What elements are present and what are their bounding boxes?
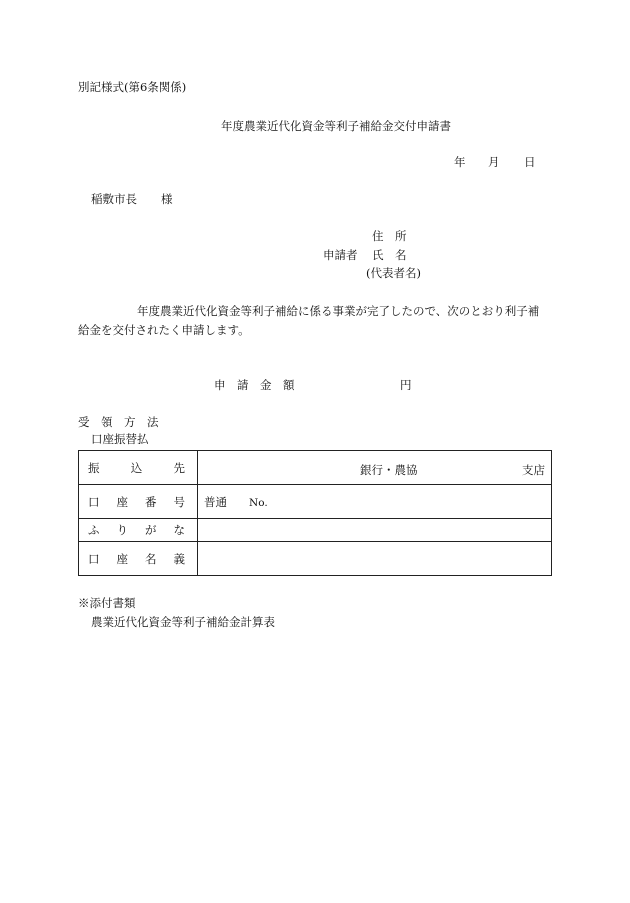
account-number-cell[interactable] — [198, 485, 552, 519]
furigana-label: ふ り が な — [79, 519, 198, 542]
account-name-label: 口 座 名 義 — [79, 542, 198, 576]
body-text-line1: 年度農業近代化資金等利子補給に係る事業が完了したので、次のとおり利子補 — [137, 304, 540, 318]
account-no-prefix: No. — [249, 496, 268, 509]
document-title: 年度農業近代化資金等利子補給金交付申請書 — [221, 119, 451, 133]
furigana-cell[interactable] — [198, 519, 552, 542]
date-year-unit: 年 — [454, 155, 466, 169]
amount-unit: 円 — [400, 378, 412, 392]
applicant-name-label: 氏 名 — [372, 248, 407, 262]
table-row-transfer — [79, 451, 552, 485]
addressee-name: 稲敷市長 — [91, 192, 137, 206]
body-text-line2: 給金を交付されたく申請します。 — [78, 323, 250, 337]
attachments-heading: ※添付書類 — [78, 596, 136, 610]
addressee-honorific: 様 — [161, 192, 173, 206]
attachments-item: 農業近代化資金等利子補給金計算表 — [91, 615, 275, 629]
date-day-unit: 日 — [524, 155, 536, 169]
account-number-label: 口 座 番 号 — [79, 485, 198, 519]
amount-label: 申 請 金 額 — [214, 378, 295, 392]
bank-cell[interactable] — [198, 451, 552, 485]
table-row-account-number — [79, 485, 552, 519]
table-row-account-name — [79, 542, 552, 576]
account-type: 普通 — [204, 494, 227, 509]
bank-account-table — [78, 450, 552, 576]
receipt-heading: 受 領 方 法 — [78, 415, 159, 429]
branch-text: 支店 — [522, 463, 545, 477]
date-month-unit: 月 — [488, 155, 500, 169]
applicant-role-label: 申請者 — [323, 248, 358, 262]
form-reference: 別記様式(第6条関係) — [78, 80, 187, 94]
table-row-furigana — [79, 519, 552, 542]
applicant-representative-label: (代表者名) — [366, 266, 421, 280]
applicant-address-label: 住 所 — [372, 229, 407, 243]
receipt-method: 口座振替払 — [91, 432, 149, 446]
bank-text: 銀行・農協 — [360, 463, 418, 477]
account-name-cell[interactable] — [198, 542, 552, 576]
transfer-label: 振 込 先 — [79, 451, 198, 485]
